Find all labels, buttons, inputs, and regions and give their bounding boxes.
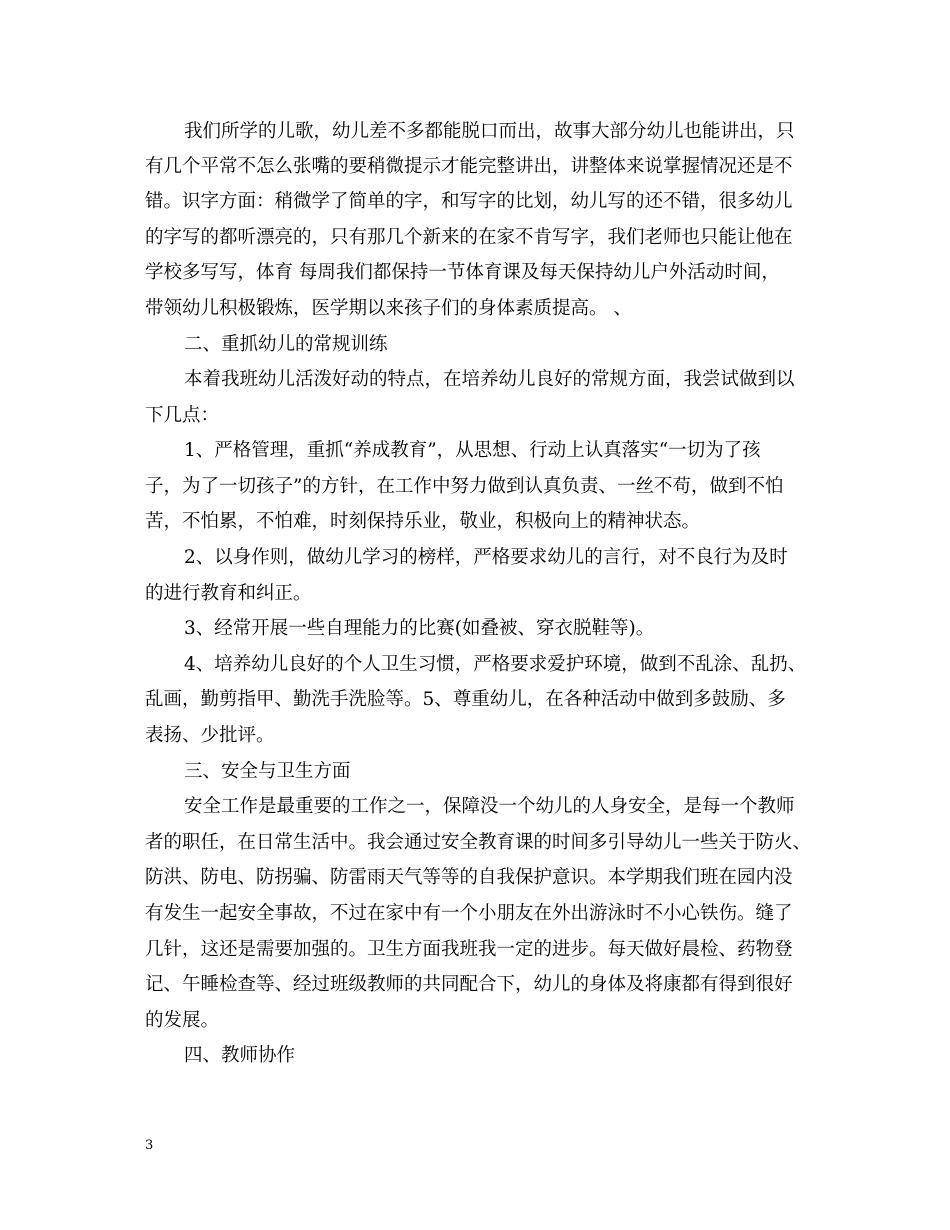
text-line: 苦，不怕累，不怕难，时刻保持乐业，敬业，积极向上的精神状态。 [145, 511, 701, 532]
list-item: 2、以身作则，做幼儿学习的榜样，严格要求幼儿的言行，对不良行为及时 [184, 547, 788, 568]
text-line: 错。识字方面：稍微学了简单的字，和写字的比划，幼儿写的还不错，很多幼儿 [145, 191, 793, 212]
text-line: 记、午睡检查等、经过班级教师的共同配合下，幼儿的身体及将康都有得到很好 [145, 974, 793, 995]
list-item: 3、经常开展一些自理能力的比赛(如叠被、穿衣脱鞋等)。 [184, 618, 655, 639]
text-line: 我们所学的儿歌，幼儿差不多都能脱口而出，故事大部分幼儿也能讲出，只 [184, 121, 795, 142]
text-line: 安全工作是最重要的工作之一，保障没一个幼儿的人身安全，是每一个教师 [184, 796, 795, 817]
list-item: 4、培养幼儿良好的个人卫生习惯，严格要求爱护环境，做到不乱涂、乱扔、 [184, 654, 807, 675]
section-heading: 二、重抓幼儿的常规训练 [184, 334, 388, 355]
section-heading: 三、安全与卫生方面 [184, 761, 351, 782]
text-line: 者的职任，在日常生活中。我会通过安全教育课的时间多引导幼儿一些关于防火、 [145, 832, 812, 853]
text-line: 的发展。 [145, 1010, 220, 1031]
text-line: 乱画，勤剪指甲、勤洗手洗脸等。5、尊重幼儿，在各种活动中做到多鼓励、多 [145, 689, 786, 710]
text-line: 学校多写写，体育 每周我们都保持一节体育课及每天保持幼儿户外活动时间， [145, 262, 780, 283]
text-line: 子，为了一切孩子”的方针，在工作中努力做到认真负责、一丝不苟，做到不怕 [145, 476, 784, 497]
text-line: 的进行教育和纠正。 [145, 583, 312, 604]
text-line: 几针，这还是需要加强的。卫生方面我班我一定的进步。每天做好晨检、药物登 [145, 939, 793, 960]
text-line: 带领幼儿积极锻炼，医学期以来孩子们的身体素质提高。 、 [145, 298, 632, 319]
text-line: 有几个平常不怎么张嘴的要稍微提示才能完整讲出，讲整体来说掌握情况还是不 [145, 156, 793, 177]
text-line: 有发生一起安全事故，不过在家中有一个小朋友在外出游泳时不小心铁伤。缝了 [145, 903, 793, 924]
text-line: 下几点： [145, 405, 220, 426]
text-line: 的字写的都听漂亮的，只有那几个新来的在家不肯写字，我们老师也只能让他在 [145, 227, 793, 248]
page-number: 3 [145, 1138, 154, 1153]
text-line: 表扬、少批评。 [145, 725, 275, 746]
text-line: 防洪、防电、防拐骗、防雷雨天气等等的自我保护意识。本学期我们班在园内没 [145, 867, 793, 888]
list-item: 1、严格管理，重抓“养成教育”，从思想、行动上认真落实“一切为了孩 [184, 440, 761, 461]
text-line: 本着我班幼儿活泼好动的特点，在培养幼儿良好的常规方面，我尝试做到以 [184, 369, 795, 390]
section-heading: 四、教师协作 [184, 1045, 296, 1066]
